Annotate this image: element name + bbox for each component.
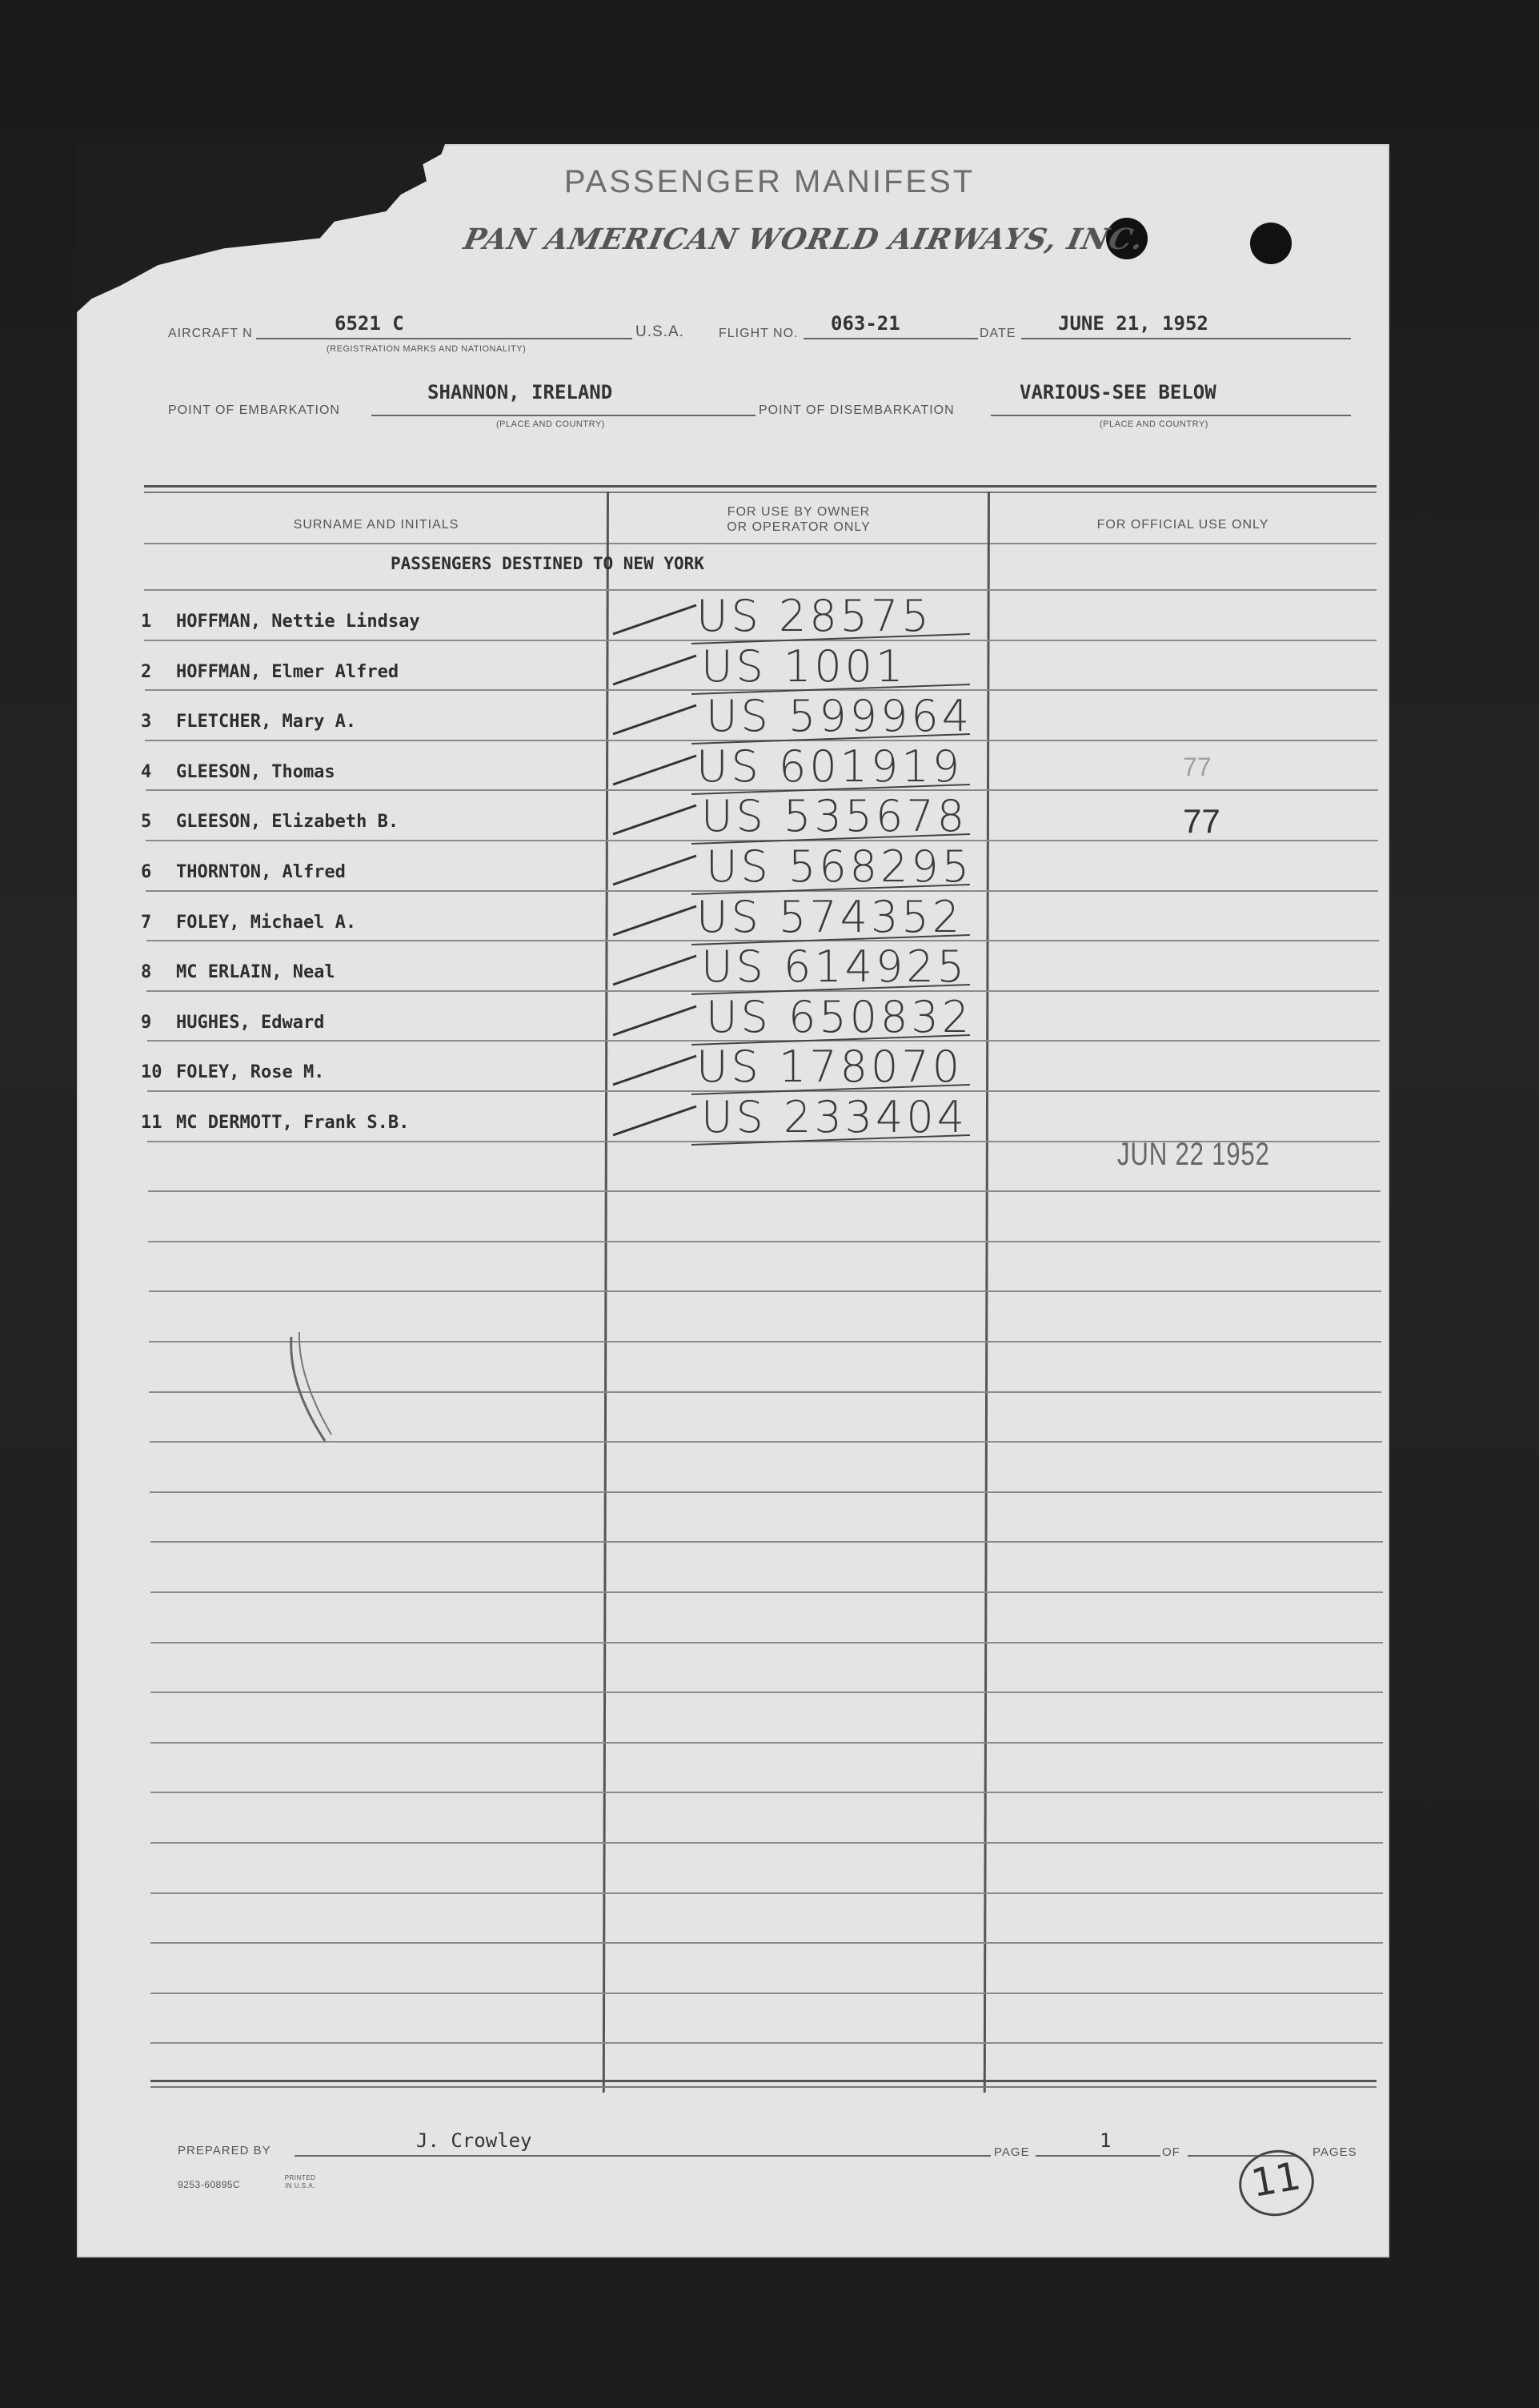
passenger-name: GLEESON, Thomas xyxy=(176,761,335,782)
passenger-number: 9 xyxy=(141,1012,152,1033)
embarkation-sublabel: (PLACE AND COUNTRY) xyxy=(496,419,605,429)
pages-label: PAGES xyxy=(1313,2145,1357,2159)
official-mark: 77 xyxy=(1183,802,1220,841)
row-rule xyxy=(150,1541,1383,1543)
punch-hole xyxy=(1250,223,1292,264)
pencil-mark xyxy=(280,1329,344,1449)
passport-number: US 28575 xyxy=(696,591,932,641)
passenger-name: MC DERMOTT, Frank S.B. xyxy=(176,1113,410,1133)
page-value: 1 xyxy=(1100,2129,1112,2152)
row-rule xyxy=(150,1491,1382,1493)
aircraft-sublabel: (REGISTRATION MARKS AND NATIONALITY) xyxy=(327,344,527,354)
prepared-by-label: PREPARED BY xyxy=(178,2144,271,2157)
passenger-name: FOLEY, Rose M. xyxy=(176,1062,325,1083)
aircraft-label: AIRCRAFT N xyxy=(168,327,253,340)
passport-number: US 614925 xyxy=(701,941,968,993)
flight-value: 063-21 xyxy=(831,312,900,335)
passport-number: US 178070 xyxy=(696,1041,964,1093)
page-label: PAGE xyxy=(994,2145,1030,2159)
passport-number: US 650832 xyxy=(706,991,973,1042)
passenger-name: FLETCHER, Mary A. xyxy=(176,712,357,732)
header-rule xyxy=(144,543,1377,544)
row-rule xyxy=(150,1642,1383,1643)
date-underline xyxy=(1021,338,1351,339)
embarkation-underline xyxy=(371,415,755,416)
flight-underline xyxy=(804,338,978,339)
section-heading: PASSENGERS DESTINED TO NEW YORK xyxy=(391,554,704,573)
passport-number: US 574352 xyxy=(696,891,964,942)
owner-header-line2: OR OPERATOR ONLY xyxy=(727,520,871,534)
row-rule xyxy=(149,1290,1381,1292)
passenger-number: 7 xyxy=(141,912,152,933)
manifest-title: PASSENGER MANIFEST xyxy=(563,164,976,199)
row-rule xyxy=(150,1591,1383,1593)
passport-number: US 568295 xyxy=(706,841,973,892)
prepared-by-underline xyxy=(295,2155,991,2157)
flight-label: FLIGHT NO. xyxy=(719,327,799,340)
handwritten-underline xyxy=(688,1134,976,1150)
passenger-name: FOLEY, Michael A. xyxy=(176,912,357,933)
passenger-number: 8 xyxy=(141,962,152,983)
table-bottom-rule-2 xyxy=(150,2086,1377,2088)
printed-in-usa: PRINTED IN U.S.A. xyxy=(284,2174,316,2189)
embarkation-value: SHANNON, IRELAND xyxy=(427,381,613,403)
row-rule xyxy=(148,1241,1381,1242)
table-top-rule-2 xyxy=(144,492,1377,493)
passenger-name: GLEESON, Elizabeth B. xyxy=(176,812,399,833)
embarkation-label: POINT OF EMBARKATION xyxy=(168,403,340,417)
surname-column-header: SURNAME AND INITIALS xyxy=(293,518,459,532)
page-underline xyxy=(1036,2155,1160,2157)
manifest-paper xyxy=(77,144,1389,2258)
company-name: PAN AMERICAN WORLD AIRWAYS, INC. xyxy=(460,223,1148,256)
passenger-name: MC ERLAIN, Neal xyxy=(176,962,335,983)
aircraft-value: 6521 C xyxy=(335,312,404,335)
aircraft-underline xyxy=(256,338,632,339)
row-rule xyxy=(150,2042,1383,2044)
table-top-rule xyxy=(144,485,1377,488)
row-rule xyxy=(150,1942,1383,1944)
official-mark: 77 xyxy=(1183,752,1212,781)
passenger-number: 3 xyxy=(141,712,152,732)
passenger-number: 1 xyxy=(141,612,152,632)
passenger-number: 10 xyxy=(141,1062,162,1083)
circled-page-value: 11 xyxy=(1248,2153,1305,2206)
row-rule xyxy=(150,1993,1383,1994)
row-rule xyxy=(150,1842,1383,1844)
prepared-by-value: J. Crowley xyxy=(416,2129,532,2152)
of-label: OF xyxy=(1162,2145,1180,2159)
passenger-name: HUGHES, Edward xyxy=(176,1012,325,1033)
passport-number: US 233404 xyxy=(701,1092,968,1142)
row-rule xyxy=(150,1892,1383,1894)
passport-number: US 535678 xyxy=(701,791,968,842)
row-rule xyxy=(150,1692,1383,1693)
row-rule xyxy=(150,1742,1383,1744)
passport-number: US 1001 xyxy=(701,640,907,692)
form-number: 9253-60895C xyxy=(178,2179,241,2190)
passenger-name: THORNTON, Alfred xyxy=(176,862,346,882)
passenger-name: HOFFMAN, Elmer Alfred xyxy=(176,661,399,682)
passenger-number: 6 xyxy=(141,862,152,882)
table-bottom-rule xyxy=(150,2080,1377,2082)
passenger-number: 2 xyxy=(141,661,152,682)
received-date-stamp: JUN 22 1952 xyxy=(1117,1137,1270,1172)
owner-column-header xyxy=(608,504,989,535)
disembarkation-value: VARIOUS-SEE BELOW xyxy=(1020,381,1216,403)
disembarkation-underline xyxy=(991,415,1351,416)
usa-label: U.S.A. xyxy=(635,323,684,340)
date-value: JUNE 21, 1952 xyxy=(1058,312,1208,335)
row-rule xyxy=(148,1190,1381,1192)
passenger-name: HOFFMAN, Nettie Lindsay xyxy=(176,612,420,632)
disembarkation-sublabel: (PLACE AND COUNTRY) xyxy=(1100,419,1208,429)
passport-number: US 599964 xyxy=(706,691,973,742)
disembarkation-label: POINT OF DISEMBARKATION xyxy=(759,403,955,417)
passenger-number: 11 xyxy=(141,1113,162,1133)
row-rule xyxy=(150,1792,1383,1793)
passenger-number: 5 xyxy=(141,812,152,833)
official-column-header: FOR OFFICIAL USE ONLY xyxy=(1096,518,1269,532)
passport-number: US 601919 xyxy=(696,740,964,792)
passenger-number: 4 xyxy=(141,761,152,782)
date-label: DATE xyxy=(980,327,1016,340)
owner-header-line1: FOR USE BY OWNER xyxy=(727,505,871,519)
